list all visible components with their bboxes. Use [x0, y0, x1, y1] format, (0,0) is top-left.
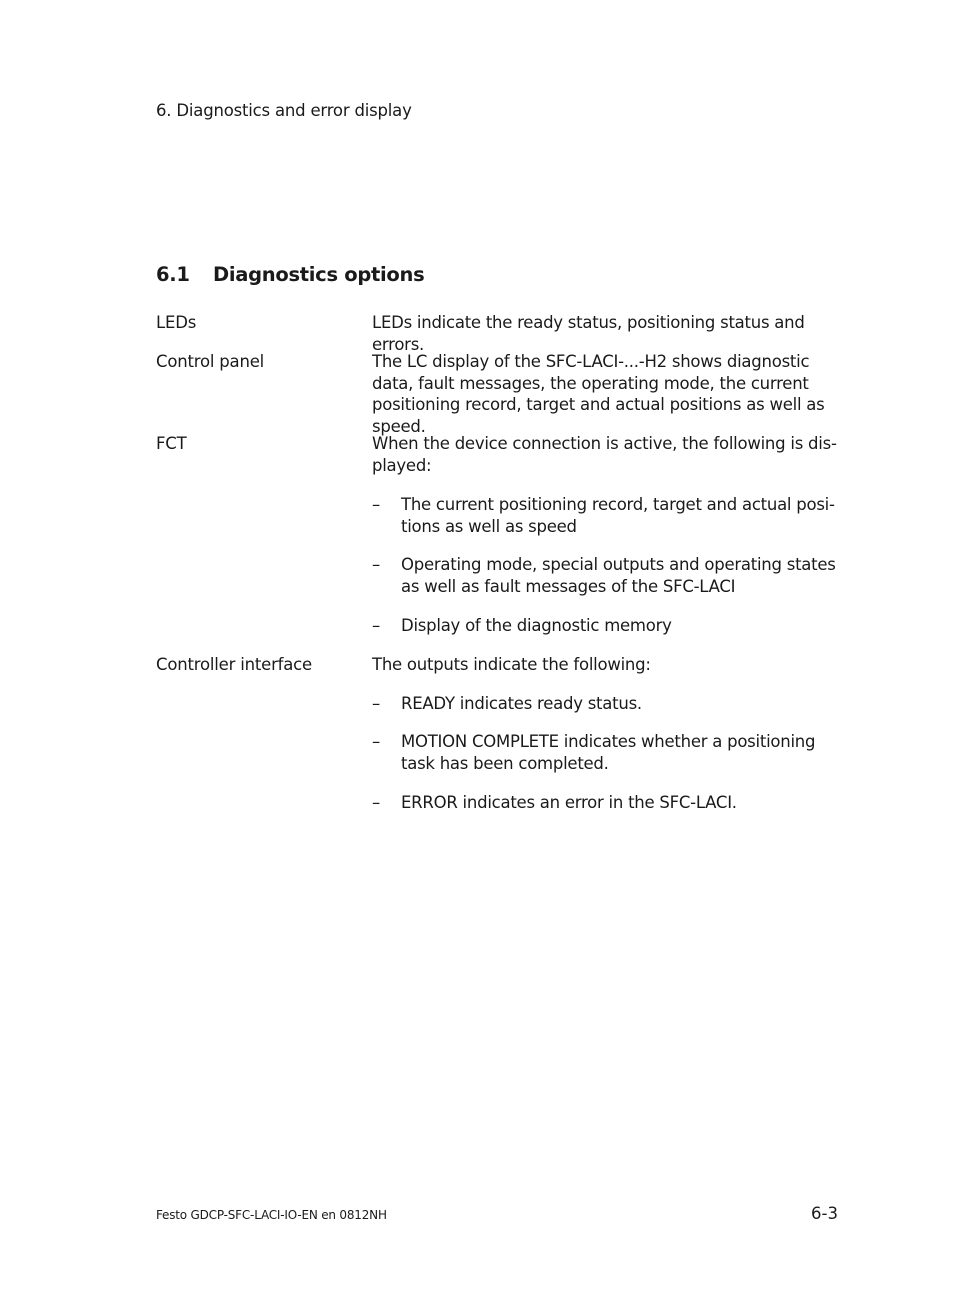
dash-symbol: –: [372, 694, 380, 713]
dash-symbol: –: [372, 793, 380, 812]
controller-bullet-text: ERROR indicates an error in the SFC-LACI.: [401, 793, 737, 812]
term-leds: LEDs: [156, 313, 197, 332]
section-title: Diagnostics options: [213, 263, 425, 286]
section-number: 6.1: [156, 263, 190, 286]
controller-bullet-3: [372, 792, 842, 814]
dash-symbol: –: [372, 616, 380, 635]
desc-leds: LEDs indicate the ready status, positioning status and errors.: [372, 313, 805, 354]
fct-bullet-1: [372, 494, 842, 537]
fct-bullet-text: Display of the diagnostic memory: [401, 616, 672, 635]
controller-bullet-text: READY indicates ready status.: [401, 694, 642, 713]
footer-doc-id: Festo GDCP-SFC-LACI-IO-EN en 0812NH: [156, 1208, 387, 1222]
term-control-panel: Control panel: [156, 352, 265, 371]
section-heading: [156, 263, 424, 286]
fct-bullet-3: [372, 615, 842, 637]
desc-control-panel: The LC display of the SFC-LACI-...-H2 shows diagnostic data, fault messages, the operating mode, the current positioning record, target and actual positions as well as speed.: [372, 352, 825, 436]
page-number: 6-3: [811, 1204, 838, 1223]
term-controller-interface: Controller interface: [156, 655, 312, 674]
controller-bullet-1: [372, 693, 842, 715]
fct-bullet-2: [372, 554, 842, 597]
dash-symbol: –: [372, 555, 380, 574]
fct-bullet-text: The current positioning record, target and actual posi-tions as well as speed: [401, 495, 835, 536]
term-fct: FCT: [156, 434, 187, 453]
controller-bullet-text: MOTION COMPLETE indicates whether a positioning task has been completed.: [401, 732, 816, 773]
fct-bullet-text: Operating mode, special outputs and operating states as well as fault messages of the SFC-LACI: [401, 555, 836, 596]
controller-bullet-2: [372, 731, 842, 774]
chapter-header: 6. Diagnostics and error display: [156, 101, 412, 120]
desc-controller-interface: The outputs indicate the following:: [372, 655, 651, 674]
desc-fct: When the device connection is active, the following is dis-played:: [372, 434, 837, 475]
dash-symbol: –: [372, 732, 380, 751]
dash-symbol: –: [372, 495, 380, 514]
